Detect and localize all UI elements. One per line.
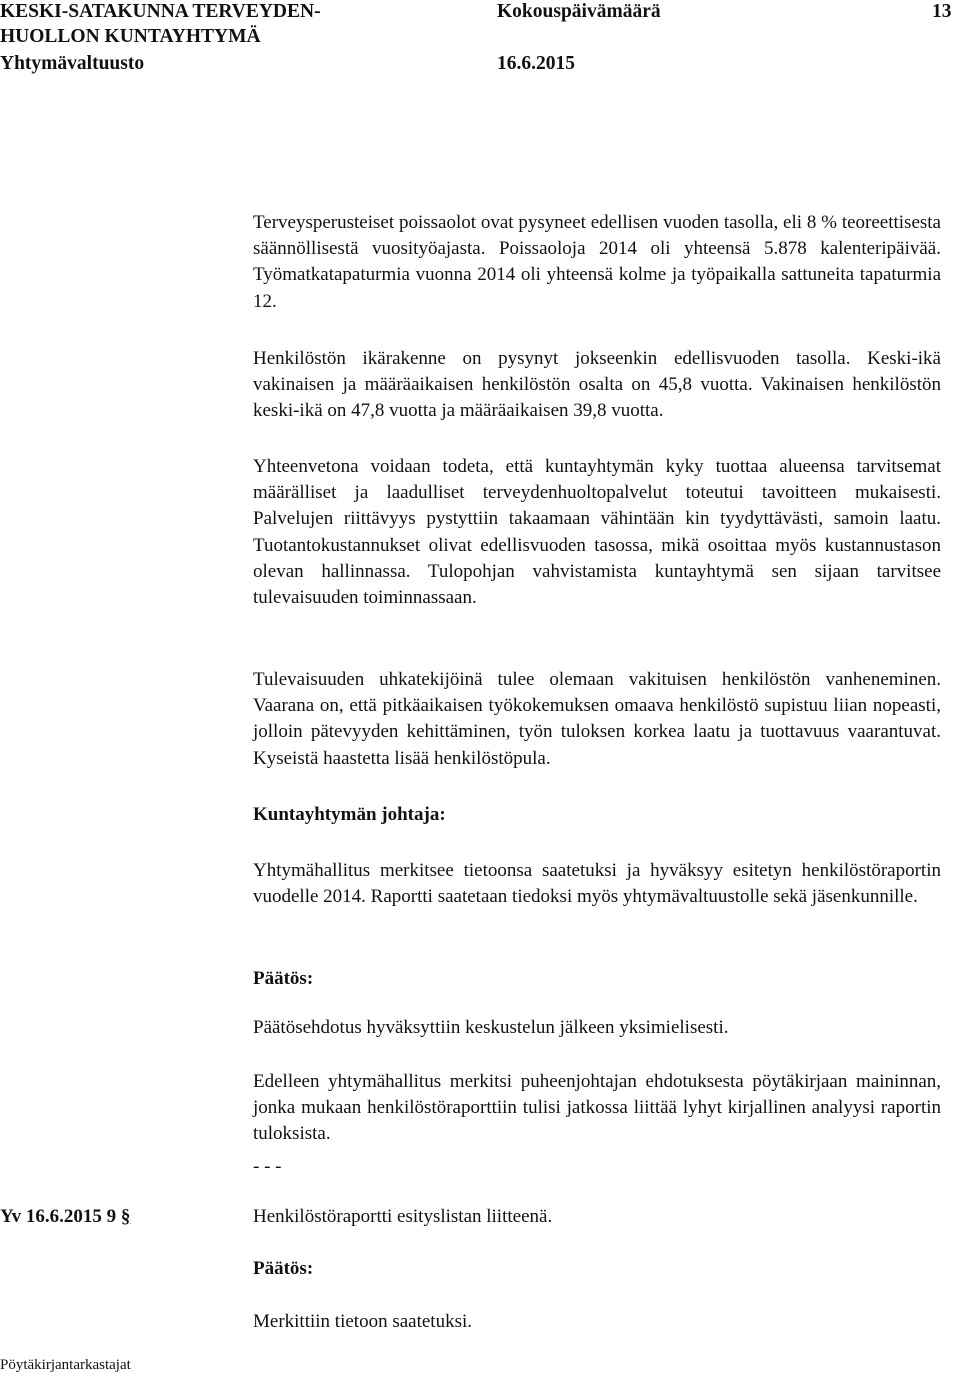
director-heading: Kuntayhtymän johtaja: [253,804,446,825]
paragraph-future-threats: Tulevaisuuden uhkatekijöinä tulee olemaan vakituisen henkilöstön vanheneminen. Vaarana on, että pitkäaikaisen työkokemuksen omaava henkilöstö supistuu liian nopeasti, jolloin pätevyyden kehittäminen, työn tuloksen korkea laatu ja tuottavuus vaarantuvat. Kyseistä haastetta lisää henkilöstöpula. [253,669,941,769]
footer-signatures-label: Pöytäkirjantarkastajat [0,1357,131,1373]
org-name-line2: HUOLLON KUNTAYHTYMÄ [0,26,261,47]
body-name: Yhtymävaltuusto [0,53,145,74]
separator: - - - [253,1156,282,1177]
paragraph-age-structure: Henkilöstön ikärakenne on pysynyt jokseenkin edellisvuoden tasolla. Keski-ikä vakinaisen ja määräaikaisen henkilöstön osalta on 45,8 vuotta. Vakinaisen henkilöstön keski-ikä on 47,8 vuotta ja määräaikaisen 39,8 vuotta. [253,348,941,422]
meeting-date: 16.6.2015 [497,53,575,74]
item-ref-text: Yv 16.6.2015 9 [0,1206,117,1227]
page-number: 13 [932,1,952,22]
item-text: Henkilöstöraportti esityslistan liitteenä. [253,1206,553,1227]
org-name-line1: KESKI-SATAKUNNA TERVEYDEN- [0,1,321,22]
decision-heading: Päätös: [253,968,314,989]
item-reference [0,1204,130,1230]
decision2-heading: Päätös: [253,1258,314,1279]
date-label: Kokouspäivämäärä [497,1,661,22]
paragraph-summary: Yhteenvetona voidaan todeta, että kuntayhtymän kyky tuottaa alueensa tarvitsemat määrälliset ja laadulliset terveydenhuoltopalvelut toteutui tavoitteen mukaisesti. Palvelujen riittävyys pystyttiin takaamaan vähintään kin tyydyttävästi, samoin laatu. Tuotantokustannukset olivat edellisvuoden tasossa, mikä osoittaa myös kustannustason olevan hallinnassa. Tulopohjan vahvistamista kuntayhtymä sen sijaan tarvitsee tulevaisuuden toiminnassaan. [253,456,941,609]
section-sign: § [120,1206,131,1227]
paragraph-absences: Terveysperusteiset poissaolot ovat pysyneet edellisen vuoden tasolla, eli 8 % teoreettisesta säännöllisestä vuosityöajasta. Poissaoloja 2014 oli yhteensä 5.878 kalenteripäivää. Työmatkatapaturmia vuonna 2014 oli yhteensä kolme ja työpaikalla sattuneita tapaturmia 12. [253,212,941,312]
decision-note: Edelleen yhtymähallitus merkitsi puheenjohtajan ehdotuksesta pöytäkirjaan maininnan, jonka mukaan henkilöstöraporttiin tulisi jatkossa liittää lyhyt kirjallinen analyysi raportin tuloksista. [253,1071,941,1145]
decision2-text: Merkittiin tietoon saatetuksi. [253,1311,472,1332]
director-proposal: Yhtymähallitus merkitsee tietoonsa saatetuksi ja hyväksyy esitetyn henkilöstöraportin vuodelle 2014. Raportti saatetaan tiedoksi myös yhtymävaltuustolle sekä jäsenkunnille. [253,860,941,908]
decision-text: Päätösehdotus hyväksyttiin keskustelun jälkeen yksimielisesti. [253,1017,729,1038]
